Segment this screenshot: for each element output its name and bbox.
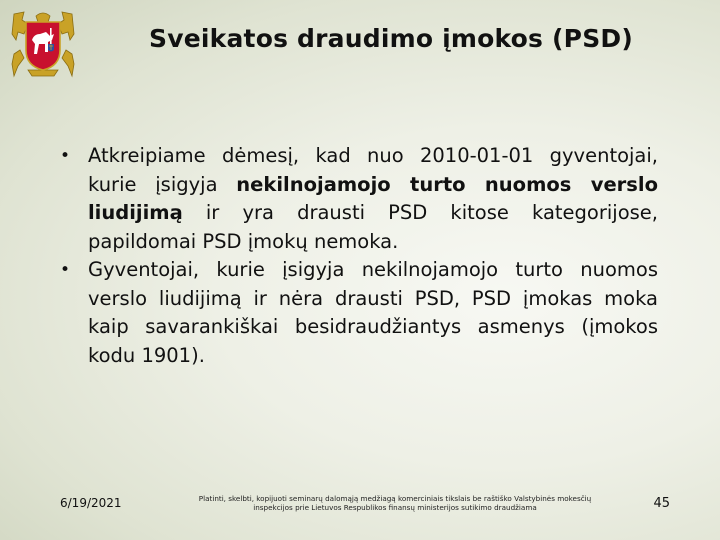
coat-of-arms-icon: [10, 10, 76, 78]
bullet-text-part: Gyventojai, kurie įsigyja nekilnojamojo turto nuomos verslo liudijimą ir nėra drausti PSD, PSD įmokas moka kaip savarankiškai besidraudžiantys asmenys (įmokos kodu 1901).: [88, 258, 658, 367]
bullet-item: [58, 256, 658, 370]
bullet-text-part: Atkreipiame dėmesį, kad nuo 2010-01-01 gyventojai, kurie įsigyja: [88, 144, 658, 196]
bullet-item: [58, 142, 658, 256]
slide-title: Sveikatos draudimo įmokos (PSD): [149, 24, 633, 53]
footer-date: 6/19/2021: [60, 496, 122, 510]
bullet-text-part-bold: nekilnojamojo turto nuomos verslo liudijimą: [88, 172, 658, 224]
bullet-list: [58, 142, 658, 370]
footer-copyright-note: Platinti, skelbti, kopijuoti seminarų dalomąją medžiagą komerciniais tikslais be raštiško Valstybinės mokesčių inspekcijos prie Lietuvos Respublikos finansų ministerijos sutikimo draudžiama: [198, 494, 592, 512]
page-number: 45: [653, 496, 670, 511]
bullet-text-part: ir yra drausti PSD kitose kategorijose, papildomai PSD įmokų nemoka.: [88, 201, 658, 253]
bullet-dot-icon: •: [60, 260, 71, 280]
bullet-dot-icon: •: [60, 146, 71, 166]
